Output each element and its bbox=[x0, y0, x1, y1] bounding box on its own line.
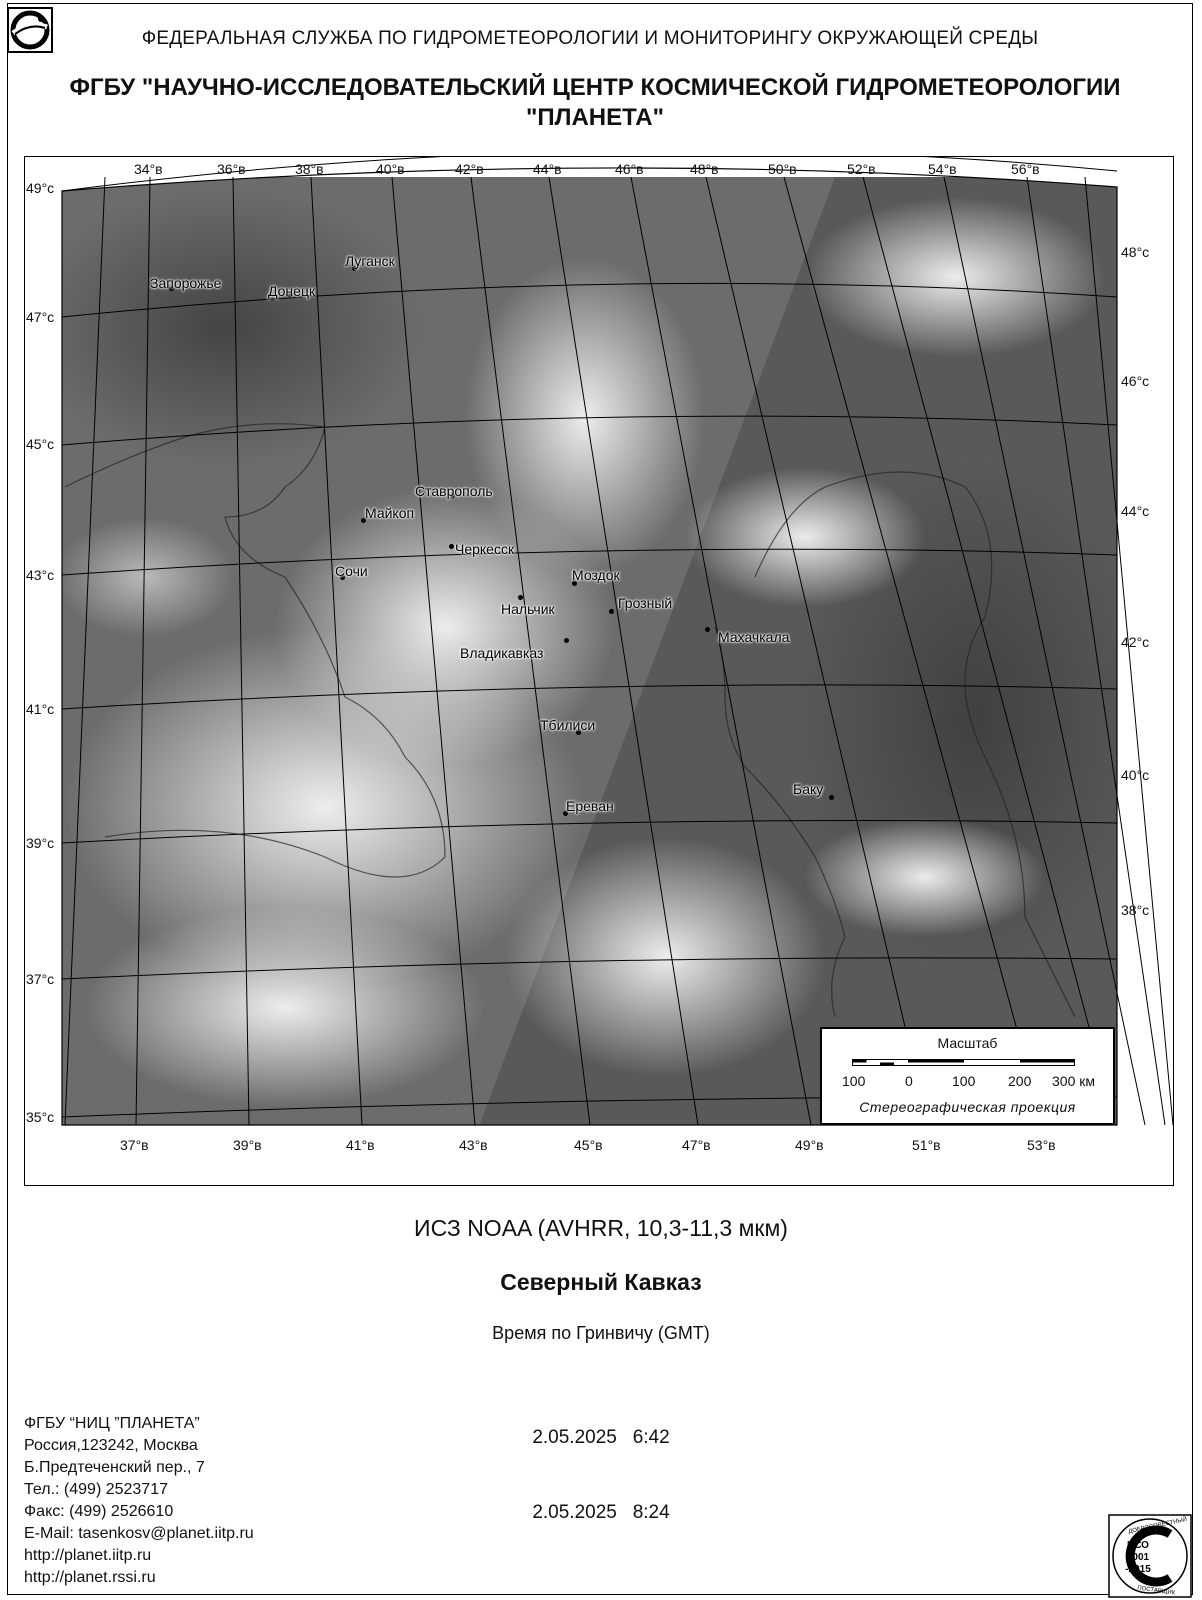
city-label: Майкоп bbox=[365, 505, 415, 521]
top-longitude-label: 44°в bbox=[533, 161, 562, 177]
iso-line1: ИСО bbox=[1127, 1540, 1149, 1551]
top-longitude-label: 36°в bbox=[217, 161, 246, 177]
iso-bottom-text: ПОСТАВЩИК bbox=[1136, 1585, 1176, 1597]
left-latitude-label: 47°с bbox=[26, 309, 55, 325]
bottom-longitude-label: 43°в bbox=[459, 1137, 488, 1153]
top-longitude-label: 52°в bbox=[847, 161, 876, 177]
scale-tick: 100 bbox=[952, 1073, 976, 1089]
scale-tick: 100 bbox=[842, 1073, 866, 1089]
city-label: Баку bbox=[793, 781, 824, 797]
bottom-longitude-label: 39°в bbox=[233, 1137, 262, 1153]
planeta-logo-icon bbox=[7, 7, 53, 53]
center-title bbox=[20, 73, 1170, 133]
city-label: Тбилиси bbox=[540, 717, 596, 733]
scale-box bbox=[820, 1027, 1115, 1125]
top-longitude-label: 56°в bbox=[1011, 161, 1040, 177]
top-longitude-label: 34°в bbox=[134, 161, 163, 177]
bottom-longitude-label: 45°в bbox=[574, 1137, 603, 1153]
city-dot-icon bbox=[609, 609, 614, 614]
contact-block bbox=[24, 1413, 254, 1589]
city-label: Запорожье bbox=[150, 275, 222, 291]
bottom-longitude-label: 37°в bbox=[120, 1137, 149, 1153]
left-latitude-label: 37°с bbox=[26, 971, 55, 987]
scale-title: Масштаб bbox=[937, 1035, 998, 1051]
right-latitude-label: 42°с bbox=[1121, 634, 1150, 650]
left-latitude-label: 35°с bbox=[26, 1109, 55, 1125]
top-longitude-label: 54°в bbox=[928, 161, 957, 177]
top-longitude-label: 42°в bbox=[455, 161, 484, 177]
contact-url1[interactable]: http://planet.iitp.ru bbox=[24, 1547, 152, 1564]
right-latitude-label: 38°с bbox=[1121, 902, 1150, 918]
city-label: Ставрополь bbox=[415, 483, 493, 499]
contact-phone: Тел.: (499) 2523717 bbox=[24, 1481, 168, 1498]
agency-title: ФЕДЕРАЛЬНАЯ СЛУЖБА ПО ГИДРОМЕТЕОРОЛОГИИ И МОНИТОРИНГУ ОКРУЖАЮЩЕЙ СРЕДЫ bbox=[141, 28, 1039, 49]
projection-label: Стереографическая проекция bbox=[859, 1099, 1076, 1115]
city-label: Нальчик bbox=[501, 601, 555, 617]
city-label: Ереван bbox=[566, 798, 614, 814]
left-latitude-label: 43°с bbox=[26, 567, 55, 583]
time-label: Время по Гринвичу (GMT) bbox=[492, 1323, 710, 1343]
contact-fax: Факс: (499) 2526610 bbox=[24, 1503, 174, 1520]
contact-url2[interactable]: http://planet.rssi.ru bbox=[24, 1569, 156, 1586]
scale-tick: 300 км bbox=[1052, 1073, 1095, 1089]
city-label: Сочи bbox=[335, 563, 368, 579]
right-latitude-label: 40°с bbox=[1121, 767, 1150, 783]
bottom-longitude-label: 51°в bbox=[912, 1137, 941, 1153]
scale-ticks bbox=[822, 1073, 1113, 1091]
city-label: Луганск bbox=[345, 253, 395, 269]
city-label: Черкесск bbox=[455, 541, 515, 557]
left-latitude-label: 45°с bbox=[26, 436, 55, 452]
bottom-longitude-label: 41°в bbox=[346, 1137, 375, 1153]
scale-tick: 200 bbox=[1008, 1073, 1032, 1089]
city-dot-icon bbox=[518, 595, 523, 600]
top-longitude-label: 46°в bbox=[615, 161, 644, 177]
city-label: Грозный bbox=[618, 595, 673, 611]
city-dot-icon bbox=[449, 544, 454, 549]
right-latitude-label: 44°с bbox=[1121, 503, 1150, 519]
contact-address2: Б.Предтеченский пер., 7 bbox=[24, 1459, 205, 1476]
top-longitude-label: 38°в bbox=[295, 161, 324, 177]
scale-tick: 0 bbox=[905, 1073, 913, 1089]
iso-top-text: ДОБРОСОВЕСТНЫЙ bbox=[1127, 1516, 1188, 1536]
right-latitude-label: 48°с bbox=[1121, 244, 1150, 260]
city-dot-icon bbox=[564, 638, 569, 643]
map-frame bbox=[24, 156, 1174, 1186]
left-latitude-label: 49°с bbox=[26, 180, 55, 196]
contact-address1: Россия,123242, Москва bbox=[24, 1437, 198, 1454]
city-label: Владикавказ bbox=[460, 645, 544, 661]
city-label: Донецк bbox=[268, 283, 316, 299]
bottom-longitude-label: 53°в bbox=[1027, 1137, 1056, 1153]
city-dot-icon bbox=[829, 795, 834, 800]
top-longitude-label: 48°в bbox=[690, 161, 719, 177]
center-title-line1: ФГБУ "НАУЧНО-ИССЛЕДОВАТЕЛЬСКИЙ ЦЕНТР КОСМИЧЕСКОЙ ГИДРОМЕТЕОРОЛОГИИ bbox=[69, 74, 1121, 101]
contact-email[interactable]: E-Mail: tasenkosv@planet.iitp.ru bbox=[24, 1525, 254, 1542]
right-latitude-label: 46°с bbox=[1121, 373, 1150, 389]
city-dot-icon bbox=[705, 627, 710, 632]
contact-org: ФГБУ “НИЦ ”ПЛАНЕТА” bbox=[24, 1415, 200, 1432]
bottom-longitude-label: 47°в bbox=[682, 1137, 711, 1153]
city-label: Махачкала bbox=[718, 629, 790, 645]
iso-line3: -2015 bbox=[1125, 1564, 1151, 1575]
satellite-caption: ИСЗ NOAA (AVHRR, 10,3-11,3 мкм) bbox=[414, 1215, 788, 1241]
top-longitude-label: 40°в bbox=[376, 161, 405, 177]
bottom-longitude-label: 49°в bbox=[795, 1137, 824, 1153]
satellite-image bbox=[25, 177, 1155, 1137]
region-title: Северный Кавказ bbox=[500, 1269, 702, 1295]
city-label: Моздок bbox=[572, 567, 620, 583]
iso-line2: 9001 bbox=[1126, 1552, 1150, 1563]
center-title-line2: "ПЛАНЕТА" bbox=[526, 104, 664, 131]
time-value-1: 2.05.2025 6:42 bbox=[532, 1427, 670, 1448]
time-value-2: 2.05.2025 8:24 bbox=[532, 1502, 670, 1523]
iso-badge-icon bbox=[1108, 1514, 1192, 1598]
scale-bar bbox=[852, 1057, 1112, 1069]
left-latitude-label: 41°с bbox=[26, 701, 55, 717]
top-longitude-label: 50°в bbox=[768, 161, 797, 177]
left-latitude-label: 39°с bbox=[26, 835, 55, 851]
